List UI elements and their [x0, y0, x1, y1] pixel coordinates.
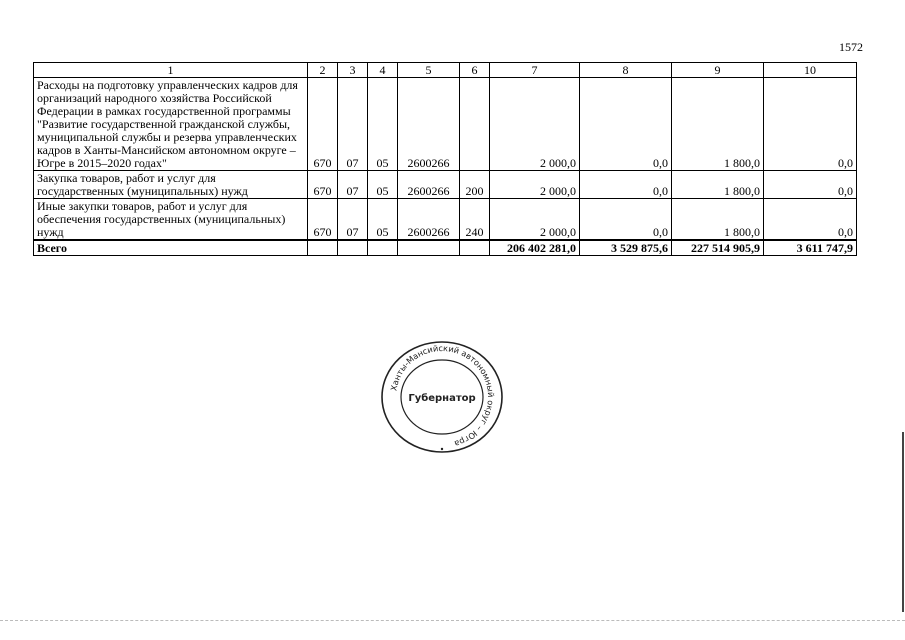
cell-section: 07: [338, 78, 368, 171]
table-row: [34, 78, 857, 171]
column-header: 5: [398, 63, 460, 78]
cell-amount-8: 0,0: [580, 78, 672, 171]
cell-empty: [398, 240, 460, 256]
cell-ministry: 670: [308, 199, 338, 241]
scan-edge-line: [902, 432, 904, 612]
total-amount-8: 3 529 875,6: [580, 240, 672, 256]
cell-target-article: 2600266: [398, 199, 460, 241]
total-amount-7: 206 402 281,0: [490, 240, 580, 256]
cell-target-article: 2600266: [398, 171, 460, 199]
cell-expense-type: 200: [460, 171, 490, 199]
cell-amount-10: 0,0: [764, 199, 857, 241]
page-number: 1572: [839, 40, 863, 54]
cell-amount-7: 2 000,0: [490, 171, 580, 199]
cell-empty: [460, 240, 490, 256]
column-header: 3: [338, 63, 368, 78]
column-header: 1: [34, 63, 308, 78]
cell-empty: [338, 240, 368, 256]
cell-empty: [368, 240, 398, 256]
row-name: Закупка товаров, работ и услуг для государственных (муниципальных) нужд: [34, 171, 308, 199]
governor-seal: [378, 339, 506, 455]
seal-ring-text: Ханты-Мансийский автономный округ – Югра: [388, 342, 497, 450]
table-header-row: [34, 63, 857, 78]
cell-section: 07: [338, 199, 368, 241]
cell-amount-9: 1 800,0: [672, 199, 764, 241]
column-header: 6: [460, 63, 490, 78]
seal-center-text: Губернатор: [408, 393, 476, 404]
column-header: 8: [580, 63, 672, 78]
total-row: [34, 240, 857, 256]
budget-table: [33, 62, 857, 256]
total-label: Всего: [34, 240, 308, 256]
column-header: 9: [672, 63, 764, 78]
total-amount-9: 227 514 905,9: [672, 240, 764, 256]
cell-amount-10: 0,0: [764, 171, 857, 199]
column-header: 2: [308, 63, 338, 78]
scan-bottom-line: [0, 620, 905, 621]
column-header: 10: [764, 63, 857, 78]
cell-ministry: 670: [308, 171, 338, 199]
cell-expense-type: [460, 78, 490, 171]
row-name: Расходы на подготовку управленческих кадров для организаций народного хозяйства Российской Федерации в рамках государственной программы "Развитие государственной гражданской службы, муниципальной службы и резерва управленческих кадров в Ханты-Мансийском автономном округе – Югре в 2015–2020 годах": [34, 78, 308, 171]
cell-amount-8: 0,0: [580, 199, 672, 241]
cell-expense-type: 240: [460, 199, 490, 241]
column-header: 7: [490, 63, 580, 78]
cell-amount-10: 0,0: [764, 78, 857, 171]
cell-amount-9: 1 800,0: [672, 78, 764, 171]
cell-target-article: 2600266: [398, 78, 460, 171]
table-row: [34, 171, 857, 199]
cell-section: 07: [338, 171, 368, 199]
column-header: 4: [368, 63, 398, 78]
cell-amount-7: 2 000,0: [490, 199, 580, 241]
seal-bottom-dot: [441, 448, 443, 450]
cell-amount-7: 2 000,0: [490, 78, 580, 171]
cell-ministry: 670: [308, 78, 338, 171]
cell-subsection: 05: [368, 199, 398, 241]
cell-subsection: 05: [368, 171, 398, 199]
total-amount-10: 3 611 747,9: [764, 240, 857, 256]
row-name: Иные закупки товаров, работ и услуг для обеспечения государственных (муниципальных) нужд: [34, 199, 308, 241]
cell-subsection: 05: [368, 78, 398, 171]
cell-empty: [308, 240, 338, 256]
cell-amount-8: 0,0: [580, 171, 672, 199]
table-row: [34, 199, 857, 241]
cell-amount-9: 1 800,0: [672, 171, 764, 199]
